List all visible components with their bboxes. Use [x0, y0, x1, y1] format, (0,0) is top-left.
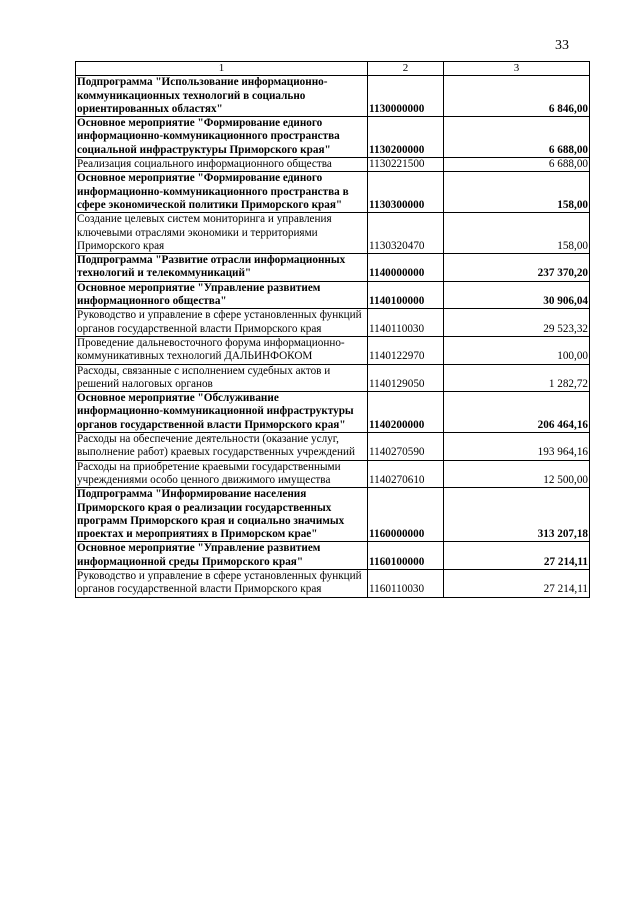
row-code: 1130320470 [368, 213, 444, 254]
row-name: Расходы на приобретение краевыми государственными учреждениями особо ценного движимого имущества [76, 460, 368, 488]
header-row [76, 62, 590, 76]
row-code: 1140122970 [368, 336, 444, 364]
row-code: 1140000000 [368, 254, 444, 282]
row-amount: 27 214,11 [444, 569, 590, 597]
row-amount: 237 370,20 [444, 254, 590, 282]
table-row [76, 392, 590, 433]
row-name: Основное мероприятие "Формирование единого информационно-коммуникационного пространства в сфере экономической политики Приморского края" [76, 172, 368, 213]
row-name: Подпрограмма "Использование информационно-коммуникационных технологий в социально ориентированных областях" [76, 76, 368, 117]
table-row [76, 213, 590, 254]
row-name: Подпрограмма "Информирование населения Приморского края о реализации государственных программ Приморского края и социально значимых проектах и мероприятиях в Приморском крае" [76, 488, 368, 542]
table-row [76, 281, 590, 309]
row-amount: 6 846,00 [444, 76, 590, 117]
row-amount: 30 906,04 [444, 281, 590, 309]
table-header [76, 62, 590, 76]
row-code: 1160100000 [368, 542, 444, 570]
row-amount: 29 523,32 [444, 309, 590, 337]
row-code: 1140270610 [368, 460, 444, 488]
table-row [76, 76, 590, 117]
row-amount: 158,00 [444, 213, 590, 254]
table-row [76, 460, 590, 488]
row-code: 1140200000 [368, 392, 444, 433]
row-name: Руководство и управление в сфере установленных функций органов государственной власти Приморского края [76, 309, 368, 337]
table-row [76, 117, 590, 158]
row-amount: 6 688,00 [444, 158, 590, 172]
row-name: Подпрограмма "Развитие отрасли информационных технологий и телекоммуникаций" [76, 254, 368, 282]
row-name: Создание целевых систем мониторинга и управления ключевыми отраслями экономики и территориями Приморского края [76, 213, 368, 254]
row-amount: 193 964,16 [444, 433, 590, 461]
header-col-1: 1 [76, 62, 368, 76]
table-row [76, 172, 590, 213]
row-amount: 1 282,72 [444, 364, 590, 392]
row-amount: 313 207,18 [444, 488, 590, 542]
row-code: 1140110030 [368, 309, 444, 337]
row-code: 1160000000 [368, 488, 444, 542]
row-name: Руководство и управление в сфере установленных функций органов государственной власти Приморского края [76, 569, 368, 597]
table-row [76, 433, 590, 461]
row-amount: 6 688,00 [444, 117, 590, 158]
budget-table [75, 61, 590, 598]
row-name: Проведение дальневосточного форума информационно-коммуникативных технологий ДАЛЬИНФОКОМ [76, 336, 368, 364]
row-code: 1140129050 [368, 364, 444, 392]
table-row [76, 488, 590, 542]
row-name: Реализация социального информационного общества [76, 158, 368, 172]
row-code: 1140270590 [368, 433, 444, 461]
header-col-2: 2 [368, 62, 444, 76]
table-row [76, 254, 590, 282]
row-name: Основное мероприятие "Управление развитием информационного общества" [76, 281, 368, 309]
row-code: 1130221500 [368, 158, 444, 172]
row-code: 1130300000 [368, 172, 444, 213]
row-amount: 27 214,11 [444, 542, 590, 570]
table-row [76, 336, 590, 364]
table-row [76, 569, 590, 597]
row-amount: 12 500,00 [444, 460, 590, 488]
row-amount: 206 464,16 [444, 392, 590, 433]
row-name: Основное мероприятие "Обслуживание информационно-коммуникационной инфраструктуры органов государственной власти Приморского края" [76, 392, 368, 433]
row-code: 1130200000 [368, 117, 444, 158]
row-name: Расходы, связанные с исполнением судебных актов и решений налоговых органов [76, 364, 368, 392]
row-amount: 100,00 [444, 336, 590, 364]
row-code: 1130000000 [368, 76, 444, 117]
table-body [76, 76, 590, 597]
table-row [76, 309, 590, 337]
table-row [76, 158, 590, 172]
row-name: Основное мероприятие "Формирование единого информационно-коммуникационного пространства социальной инфраструктуры Приморского края" [76, 117, 368, 158]
page-number: 33 [555, 38, 569, 53]
table-row [76, 364, 590, 392]
header-col-3: 3 [444, 62, 590, 76]
row-amount: 158,00 [444, 172, 590, 213]
row-code: 1160110030 [368, 569, 444, 597]
row-code: 1140100000 [368, 281, 444, 309]
row-name: Основное мероприятие "Управление развитием информационной среды Приморского края" [76, 542, 368, 570]
table-row [76, 542, 590, 570]
row-name: Расходы на обеспечение деятельности (оказание услуг, выполнение работ) краевых государственных учреждений [76, 433, 368, 461]
